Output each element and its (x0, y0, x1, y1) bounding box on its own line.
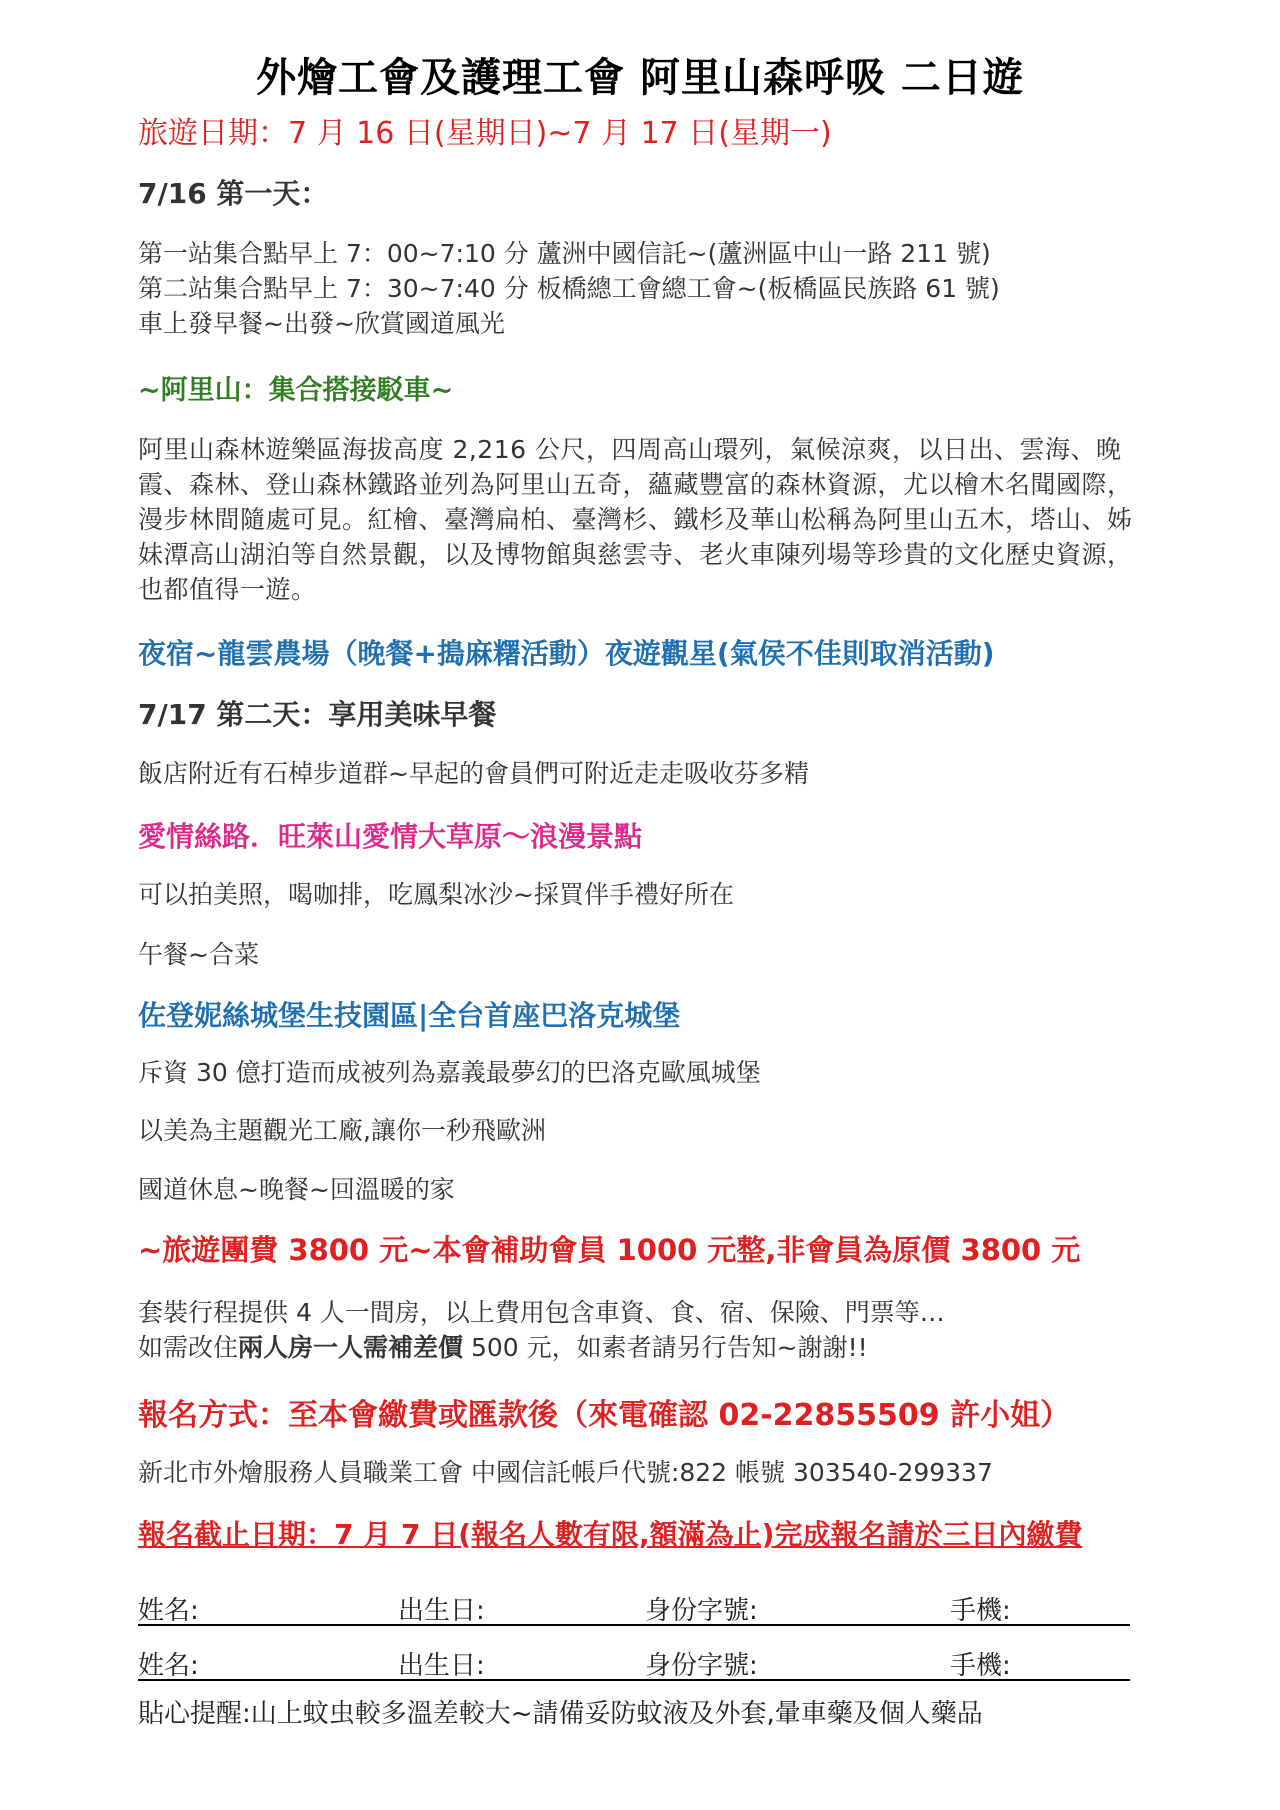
day1-heading: 7/16 第一天： (138, 177, 329, 210)
lunch-line: 午餐~合菜 (138, 940, 259, 969)
fee-line-1: 套裝行程提供 4 人一間房，以上費用包含車資、食、宿、保險、門票等… (138, 1298, 945, 1327)
day1-breakfast-line: 車上發早餐~出發~欣賞國道風光 (138, 309, 505, 338)
page-title: 外燴工會及護理工會 阿里山森呼吸 二日遊 (256, 55, 1024, 101)
fee-line-2-prefix: 如需改住 (138, 1333, 239, 1362)
fee-line-2-bold: 兩人房一人需補差價 (238, 1333, 464, 1362)
day1-meeting-point-1: 第一站集合點早上 7：00~7:10 分 蘆洲中國信託~(蘆洲區中山一路 211 號) (138, 239, 991, 268)
registration-heading: 報名方式：至本會繳費或匯款後（來電確認 02-22855509 許小姐） (138, 1398, 1071, 1433)
form-birth-label-2: 出生日: (398, 1651, 485, 1681)
return-line: 國道休息~晚餐~回溫暖的家 (138, 1175, 455, 1204)
form-birth-label-1: 出生日: (398, 1596, 485, 1626)
love-road-heading: 愛情絲路．旺萊山愛情大草原～浪漫景點 (138, 820, 643, 853)
fee-heading: ~旅遊團費 3800 元~本會補助會員 1000 元整,非會員為原價 3800 元 (138, 1233, 1081, 1267)
form-id-label-2: 身份字號: (645, 1651, 758, 1681)
form-id-label-1: 身份字號: (645, 1596, 758, 1626)
castle-heading: 佐登妮絲城堡生技園區|全台首座巴洛克城堡 (138, 999, 681, 1032)
fee-line-2-suffix: 500 元，如素者請另行告知~謝謝!! (463, 1333, 868, 1362)
castle-line-2: 以美為主題觀光工廠,讓你一秒飛歐洲 (138, 1116, 546, 1145)
form-underline-2 (138, 1679, 1130, 1681)
day2-morning-line: 飯店附近有石棹步道群~早起的會員們可附近走走吸收芬多精 (138, 759, 809, 788)
registration-deadline: 報名截止日期：7 月 7 日(報名人數有限,額滿為止)完成報名請於三日內繳費 (138, 1518, 1083, 1551)
form-phone-label-2: 手機: (950, 1651, 1011, 1681)
love-road-description: 可以拍美照，喝咖排，吃鳳梨冰沙~採買伴手禮好所在 (138, 880, 734, 909)
alishan-heading: ~阿里山：集合搭接駁車~ (138, 375, 454, 406)
day1-meeting-point-2: 第二站集合點早上 7：30~7:40 分 板橋總工會總工會~(板橋區民族路 61 號) (138, 274, 1000, 303)
alishan-description: 阿里山森林遊樂區海拔高度 2,216 公尺，四周高山環列，氣候涼爽，以日出、雲海、晚霞、森林、登山森林鐵路並列為阿里山五奇，蘊藏豐富的森林資源，尤以檜木名聞國際，漫步林間隨處可見。紅檜、臺灣扁柏、臺灣杉、鐵杉及華山松稱為阿里山五木，塔山、姊妹潭高山湖泊等自然景觀，以及博物館與慈雲寺、老火車陳列場等珍貴的文化歷史資源，也都值得一遊。 (138, 435, 1133, 604)
day2-heading: 7/17 第二天：享用美味早餐 (138, 698, 497, 731)
castle-line-1: 斥資 30 億打造而成被列為嘉義最夢幻的巴洛克歐風城堡 (138, 1058, 761, 1087)
form-name-label-1: 姓名: (138, 1596, 199, 1626)
fee-line-2 (138, 1330, 868, 1365)
form-name-label-2: 姓名: (138, 1651, 199, 1681)
reminder-line: 貼心提醒:山上蚊虫較多溫差較大~請備妥防蚊液及外套,暈車藥及個人藥品 (138, 1699, 983, 1729)
travel-date: 旅遊日期：7 月 16 日(星期日)~7 月 17 日(星期一) (138, 116, 832, 151)
overnight-heading: 夜宿~龍雲農場（晚餐+搗麻糬活動）夜遊觀星(氣侯不佳則取消活動) (138, 637, 995, 670)
form-phone-label-1: 手機: (950, 1596, 1011, 1626)
bank-account-line: 新北市外燴服務人員職業工會 中國信託帳戶代號:822 帳號 303540-299337 (138, 1458, 993, 1487)
form-underline-1 (138, 1624, 1130, 1626)
